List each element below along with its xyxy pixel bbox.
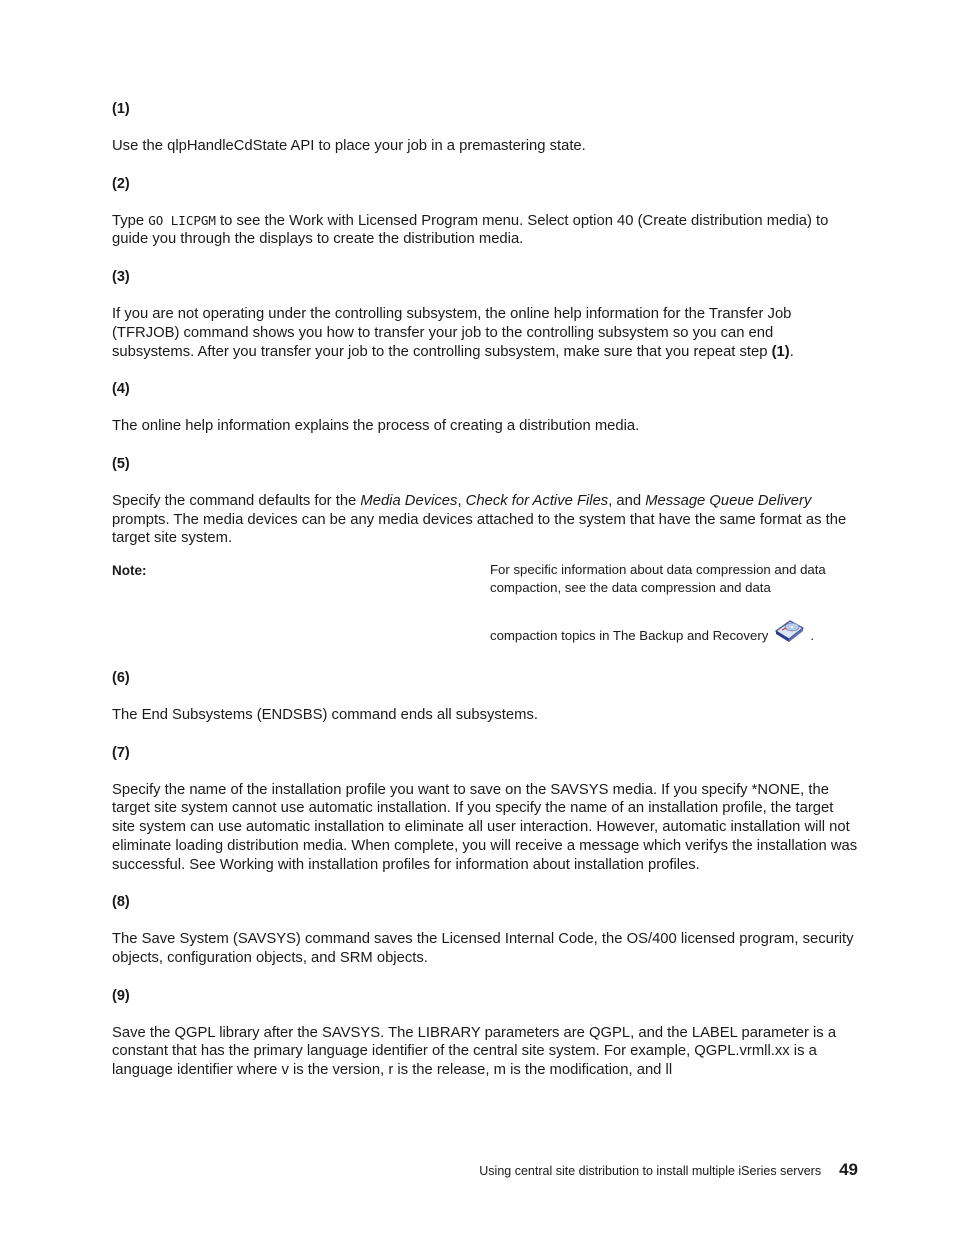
step-label-7: (7) bbox=[112, 744, 130, 761]
step-text-7: Specify the name of the installation profile you want to save on the SAVSYS media. If you specify *NONE, the target site system cannot use automatic installation. If you specify the name of an installation profile, the target site system can use automatic installation to eliminate all user interaction. However, automatic installation will not eliminate loading distribution media. When complete, you will receive a message which verifys the installation was successful. See Working with installation profiles for information about installation profiles. bbox=[112, 781, 858, 873]
step-text-2-post: to see the Work with Licensed Program menu. Select option 40 (Create distribution media) to guide you through the displays to create the distribution media. bbox=[112, 212, 829, 248]
step-text-1: Use the qlpHandleCdState API to place your job in a premastering state. bbox=[112, 138, 586, 154]
step-text-3 bbox=[112, 305, 858, 361]
note-text bbox=[490, 561, 860, 645]
prompt-message-queue-delivery: Message Queue Delivery bbox=[645, 492, 812, 509]
step-text-5 bbox=[112, 492, 858, 548]
command-code: GO LICPGM bbox=[148, 212, 216, 228]
book-cd-icon[interactable] bbox=[772, 615, 806, 645]
step-text-3-body: If you are not operating under the controlling subsystem, the online help information for the Transfer Job (TFRJOB) command shows you how to transfer your job to the controlling subsystem so you can end subsystems. After you transfer your job to the controlling subsystem, make sure that you repeat step bbox=[112, 306, 792, 360]
note-line-2-text: compaction topics in The Backup and Recovery bbox=[490, 628, 769, 644]
step-label-3: (3) bbox=[112, 269, 130, 286]
prompt-check-active-files: Check for Active Files bbox=[465, 492, 609, 509]
step-text-9: Save the QGPL library after the SAVSYS. The LIBRARY parameters are QGPL, and the LABEL parameter is a constant that has the primary language identifier of the central site system. For example, QGPL.vrmll.xx is a language identifier where v is the version, r is the release, m is the modification, and ll bbox=[112, 1024, 837, 1079]
step-label-4: (4) bbox=[112, 381, 130, 398]
step-text-2 bbox=[112, 212, 858, 249]
step-label-1: (1) bbox=[112, 101, 130, 117]
step-text-3-end: . bbox=[789, 343, 794, 360]
note-line-2 bbox=[490, 615, 860, 645]
step-label-2: (2) bbox=[112, 175, 130, 192]
step-text-2-pre: Type bbox=[112, 212, 149, 229]
note-label: Note: bbox=[112, 563, 147, 579]
step-reference: (1) bbox=[771, 343, 790, 360]
note-block bbox=[112, 561, 858, 657]
step-label-9: (9) bbox=[112, 987, 130, 1004]
step-label-8: (8) bbox=[112, 894, 130, 911]
step-text-5-part1: Specify the command defaults for the bbox=[112, 492, 361, 509]
step-text-6: The End Subsystems (ENDSBS) command ends all subsystems. bbox=[112, 707, 538, 724]
prompt-media-devices: Media Devices bbox=[360, 492, 458, 509]
step-text-8: The Save System (SAVSYS) command saves the Licensed Internal Code, the OS/400 licensed program, security objects, configuration objects, and SRM objects. bbox=[112, 931, 854, 966]
page-number: 49 bbox=[839, 1160, 858, 1179]
page-footer bbox=[479, 1160, 858, 1180]
footer-title: Using central site distribution to install multiple iSeries servers bbox=[479, 1164, 822, 1178]
step-label-6: (6) bbox=[112, 670, 130, 687]
step-text-5-part2: , bbox=[457, 492, 466, 509]
note-end: . bbox=[810, 628, 814, 644]
step-label-5: (5) bbox=[112, 455, 130, 472]
step-text-4: The online help information explains the process of creating a distribution media. bbox=[112, 418, 640, 435]
step-text-5-part4: prompts. The media devices can be any media devices attached to the system that have the same format as the target site system. bbox=[112, 511, 847, 547]
note-line-1: For specific information about data compression and data compaction, see the data compression and data bbox=[490, 562, 826, 596]
step-text-5-part3: , and bbox=[608, 492, 646, 509]
document-body bbox=[112, 100, 858, 1099]
